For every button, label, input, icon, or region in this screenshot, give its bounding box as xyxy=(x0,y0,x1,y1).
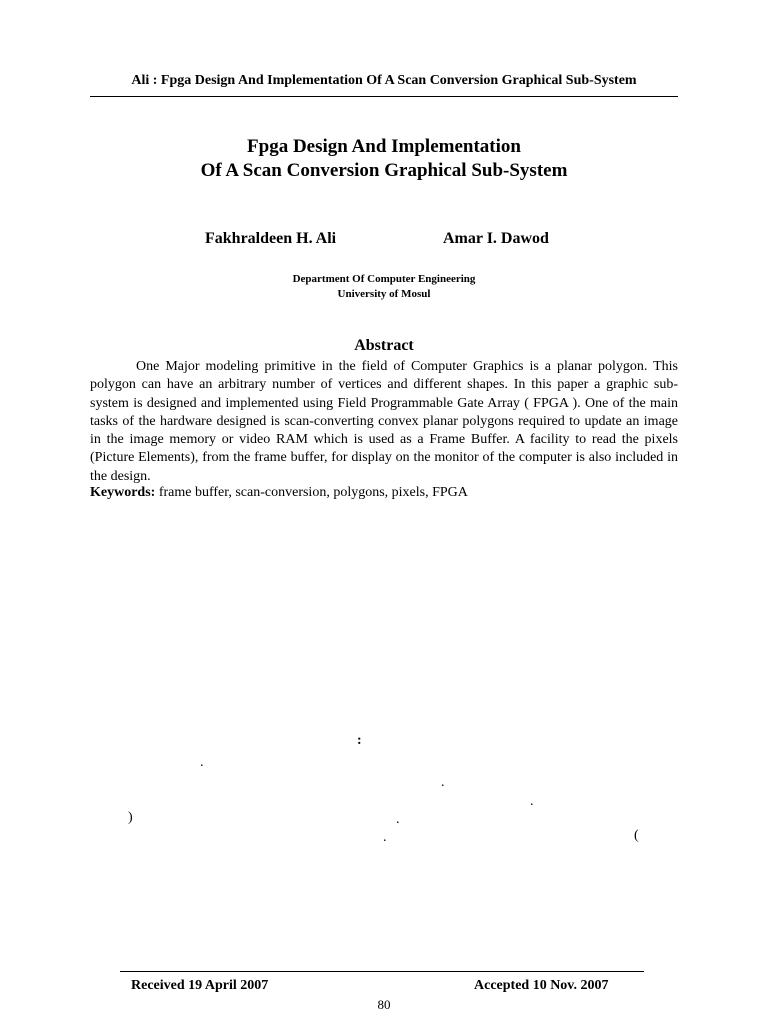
keywords-label: Keywords: xyxy=(90,485,156,500)
affiliation xyxy=(90,272,678,302)
accepted-date: Accepted 10 Nov. 2007 xyxy=(474,978,609,993)
keywords xyxy=(90,484,678,502)
received-date: Received 19 April 2007 xyxy=(131,978,269,993)
arabic-period-4: . xyxy=(396,812,400,827)
arabic-period-3: . xyxy=(530,794,534,809)
department: Department Of Computer Engineering xyxy=(292,273,476,285)
keywords-text: frame buffer, scan-conversion, polygons, pixels, FPGA xyxy=(155,485,468,500)
arabic-colon: : xyxy=(357,733,362,748)
author-1: Fakhraldeen H. Ali xyxy=(205,230,337,247)
title-line-2: Of A Scan Conversion Graphical Sub-System xyxy=(200,160,568,181)
header-rule xyxy=(90,96,678,97)
abstract-body: One Major modeling primitive in the field of Computer Graphics is a planar polygon. This polygon can have an arbitrary number of vertices and different shapes. In this paper a graphic sub-system is designed and implemented using Field Programmable Gate Array ( FPGA ). One of the main tasks of the hardware designed is scan-converting convex planar polygons required to update an image in the image memory or video RAM which is used as a Frame Buffer. A facility to read the pixels (Picture Elements), from the frame buffer, for display on the monitor of the computer is also included in the design. xyxy=(90,359,678,484)
arabic-period-1: . xyxy=(200,755,204,770)
university: University of Mosul xyxy=(337,288,431,300)
arabic-period-2: . xyxy=(441,775,445,790)
arabic-paren-close: ) xyxy=(128,810,133,825)
footer-rule xyxy=(120,971,644,972)
author-2: Amar I. Dawod xyxy=(443,230,549,247)
arabic-paren-open: ( xyxy=(634,828,639,843)
page-number: 80 xyxy=(377,997,391,1012)
abstract-heading: Abstract xyxy=(354,337,414,354)
arabic-period-5: . xyxy=(383,830,387,845)
title-line-1: Fpga Design And Implementation xyxy=(247,136,521,157)
running-head: Ali : Fpga Design And Implementation Of A Scan Conversion Graphical Sub-System xyxy=(131,73,637,88)
paper-title xyxy=(90,135,678,183)
